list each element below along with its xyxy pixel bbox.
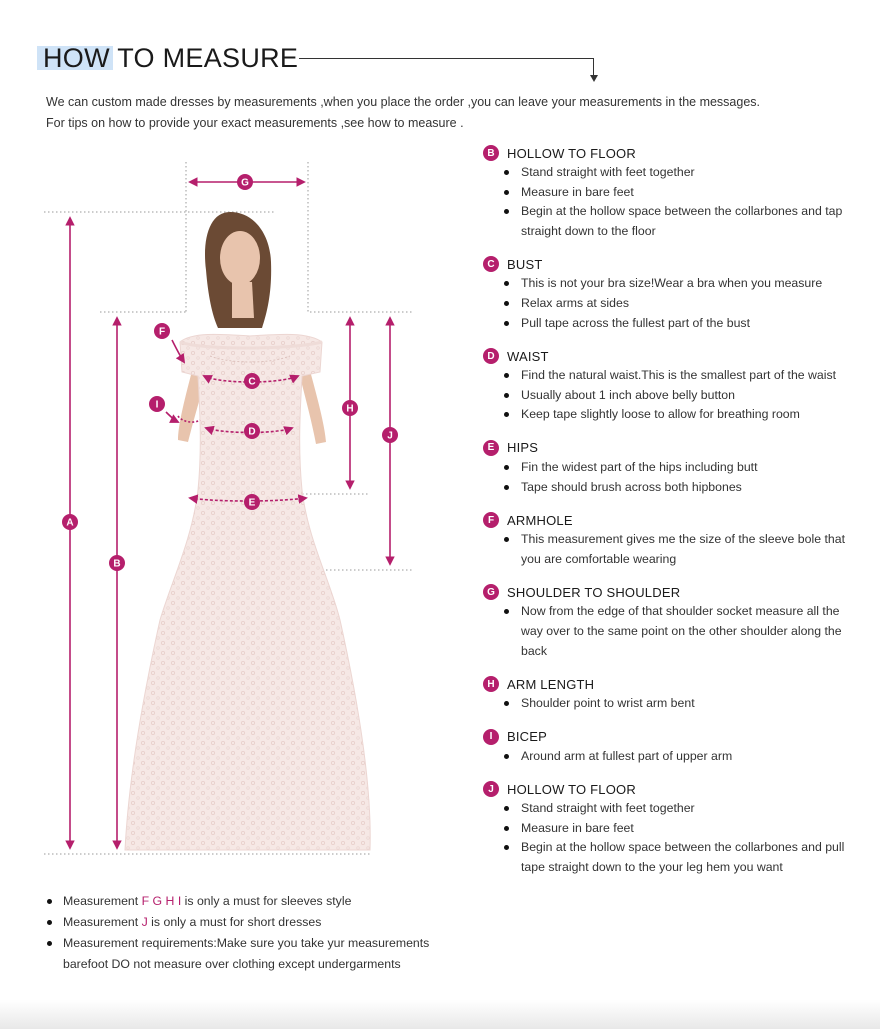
badge-f [154,323,170,339]
note-text: Measurement requirements:Make sure you take yur measurements barefoot DO not measure over clothing except undergarments [63,936,430,971]
section-list [500,530,863,569]
note-text: is only a must for short dresses [147,915,322,929]
badge-e [244,494,260,510]
note-text: Measurement [63,894,142,908]
intro-line-2: For tips on how to provide your exact measurements ,see how to measure . [46,116,464,130]
section-bicep [483,727,863,767]
section-list [500,274,863,333]
badge-i [149,396,165,412]
badge-i-label: I [155,399,159,411]
note-text: Measurement [63,915,142,929]
list-item: Measure in bare feet [500,819,863,839]
section-badge: E [483,440,499,456]
section-hollow-to-floor-short [483,779,863,877]
model-illustration [125,212,370,850]
badge-h-label: H [346,403,354,415]
section-badge: H [483,676,499,692]
badge-e-label: E [248,497,256,509]
section-list [500,366,863,425]
note-item [46,933,456,975]
note-accent: J [141,915,148,929]
section-title: BICEP [507,729,548,745]
section-list [500,163,863,241]
bottom-fade [0,1000,880,1029]
dress-diagram [40,150,425,865]
section-badge: I [483,729,499,745]
badge-j-label: J [387,430,393,442]
list-item: Now from the edge of that shoulder socket measure all the way over to the same point on the other shoulder along the back [500,602,863,661]
intro-line-1: We can custom made dresses by measurements ,when you place the order ,you can leave your measurements in the messages. [46,95,761,109]
badge-d [244,423,260,439]
badge-c [244,373,260,389]
section-title: ARMHOLE [507,512,573,528]
section-badge: G [483,584,499,600]
section-list [500,747,863,767]
list-item: Stand straight with feet together [500,163,863,183]
badge-f-label: F [158,326,166,338]
badge-b [109,555,125,571]
note-item [46,891,456,912]
list-item: Around arm at fullest part of upper arm [500,747,863,767]
badge-g-label: G [241,177,249,189]
page-title [37,42,298,74]
title-rest-text: TO MEASURE [109,43,299,73]
section-title: SHOULDER TO SHOULDER [507,584,681,600]
list-item: Find the natural waist.This is the smallest part of the waist [500,366,863,386]
note-item [46,912,456,933]
section-title: ARM LENGTH [507,676,595,692]
intro-text [46,92,760,134]
title-rule [299,58,594,59]
list-item: This is not your bra size!Wear a bra when you measure [500,274,863,294]
section-list [500,799,863,877]
note-accent: F G H I [141,894,182,908]
list-item: Tape should brush across both hipbones [500,478,863,498]
list-item: Usually about 1 inch above belly button [500,386,863,406]
section-hips [483,438,863,497]
section-badge: F [483,512,499,528]
list-item: Measure in bare feet [500,183,863,203]
section-shoulder-to-shoulder [483,582,863,661]
section-badge: C [483,256,499,272]
measurement-figure [40,150,425,865]
section-bust [483,254,863,333]
list-item: Relax arms at sides [500,294,863,314]
badge-b-label: B [113,558,121,570]
badge-h [342,400,358,416]
list-item: Begin at the hollow space between the collarbones and tap straight down to the floor [500,202,863,241]
badge-c-label: C [248,376,256,388]
section-arm-length [483,674,863,714]
section-title: HOLLOW TO FLOOR [507,781,636,797]
section-title: BUST [507,256,543,272]
section-list [500,458,863,497]
section-list [500,602,863,661]
section-armhole [483,510,863,569]
section-title: HIPS [507,440,539,456]
instructions-column [483,143,863,891]
section-badge: D [483,348,499,364]
list-item: Begin at the hollow space between the collarbones and pull tape straight down to the your leg hem you want [500,838,863,877]
section-title: WAIST [507,348,549,364]
list-item: Fin the widest part of the hips including butt [500,458,863,478]
list-item: Pull tape across the fullest part of the bust [500,314,863,334]
list-item: This measurement gives me the size of the sleeve bole that you are comfortable wearing [500,530,863,569]
section-badge: B [483,145,499,161]
section-title: HOLLOW TO FLOOR [507,145,636,161]
badge-j [382,427,398,443]
section-badge: J [483,781,499,797]
badge-a [62,514,78,530]
badge-g [237,174,253,190]
list-item: Keep tape slightly loose to allow for breathing room [500,405,863,425]
measurement-notes [46,891,456,975]
title-highlight-text: HOW [43,43,110,73]
title-arrow-icon [590,75,598,82]
list-item: Shoulder point to wrist arm bent [500,694,863,714]
section-list [500,694,863,714]
note-text: is only a must for sleeves style [181,894,352,908]
list-item: Stand straight with feet together [500,799,863,819]
section-waist [483,346,863,425]
section-hollow-to-floor [483,143,863,241]
badge-a-label: A [66,517,74,529]
badge-d-label: D [248,426,256,438]
